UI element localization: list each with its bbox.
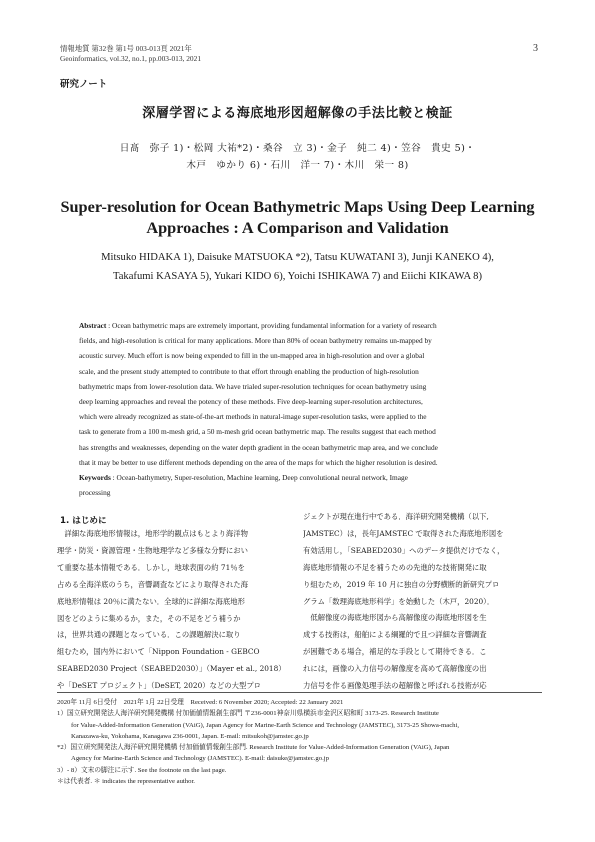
footnote-1: 1）国立研究開発法人海洋研究開発機構 付加価値情報創生部門 〒236-0001神奈川県横浜市金沢区昭和町 3173-25. Research Institute [57, 710, 439, 718]
journal-citation-jp: 情報地質 第32巻 第1号 003-013頁 2021年 [60, 44, 192, 53]
body-right-column [303, 509, 538, 695]
abstract-line: that it may be better to use different methods depending on the area of the maps for which the higher resolution is desired. [79, 457, 438, 467]
body-line: 底地形情報は 20％に満たない．全球的に詳細な海底地形 [57, 596, 245, 606]
footnote-1-continued: for Value-Added-Information Generation (VAiG), Japan Agency for Marine-Earth Science and Technology (JAMSTEC), 3173-25 Showa-machi, [71, 721, 460, 729]
body-line: 海底地形情報の不足を補うための先進的な技術開発に取 [303, 562, 487, 572]
abstract-line: which were already recognized as state-of-the-art methods in natural-image super-resolution tasks, were applied to the [79, 412, 427, 422]
footnote-representative: ＊は代表者. ＊ indicates the representative author. [57, 778, 195, 786]
keywords-text: : Ocean-bathymetry, Super-resolution, Machine learning, Deep convolutional neural network, Image [112, 473, 408, 483]
abstract-line: scale, and the present study attempted to contribute to that effort through enabling the production of high-resolution [79, 366, 419, 376]
body-line: 占める全海洋底のうち，音響調査などにより取得された海 [57, 579, 248, 589]
english-authors-line-1: Mitsuko HIDAKA 1), Daisuke MATSUOKA *2), Tatsu KUWATANI 3), Junji KANEKO 4), [101, 252, 494, 263]
page-number: 3 [533, 43, 538, 54]
footnote-1-continued: Kanazawa-ku, Yokohama, Kanagawa 236-0001, Japan. E-mail: mitsukoh@jamstec.go.jp [71, 732, 309, 740]
footnote-3-8: 3）- 8）文末の脚注に示す. See the footnote on the last page. [57, 766, 227, 774]
abstract-line: has strengths and weaknesses, depending on the water depth gradient in the ocean bathymetric map area, and we conclude [79, 442, 438, 452]
footnotes [57, 697, 547, 787]
body-line: JAMSTEC）は，長年JAMSTEC で取得された海底地形図を [303, 528, 504, 538]
journal-citation [60, 44, 201, 63]
footnote-2-continued: Agency for Marine-Earth Science and Technology (JAMSTEC). E-mail: daisuke@jamstec.go.jp [71, 755, 329, 763]
abstract-line: task to generate from a 100 m-mesh grid, a 50 m-mesh grid ocean bathymetric map. The results suggest that each method [79, 427, 436, 437]
abstract-label: Abstract [79, 321, 107, 330]
english-title-line-2: Approaches : A Comparison and Validation [146, 218, 449, 237]
body-line: 理学・防災・資源管理・生物地理学など多様な分野におい [57, 545, 248, 555]
keywords-continued: processing [79, 488, 111, 498]
body-line: は，世界共通の課題となっている．この課題解決に取り [57, 630, 241, 640]
received-dates: 2020年 11月 6日受付 2021年 1月 22日受理 Received: 6 November 2020; Accepted: 22 January 2021 [57, 699, 344, 706]
body-line: 低解像度の海底地形図から高解像度の海底地形図を生 [303, 613, 487, 623]
abstract-line: acoustic survey. Much effort is now being expended to fill in the un-mapped area in high-resolution and over a global [79, 351, 425, 361]
english-title-line-1: Super-resolution for Ocean Bathymetric Maps Using Deep Learning [60, 197, 535, 216]
body-left-column [57, 526, 291, 695]
abstract-line: fields, and high-resolution is critical for many applications. More than 80% of ocean bathymetry remains un-mapped by [79, 336, 432, 346]
footnote-2: *2）国立研究開発法人海洋研究開発機構 付加価値情報創生部門. Research Institute for Value-Added-Information Generation (VAiG), Japan [57, 744, 450, 752]
body-line: SEABED2030 Project（SEABED2030）」（Mayer et al., 2018） [57, 664, 286, 674]
section-heading-introduction: 1. はじめに [60, 516, 107, 526]
body-line: て重要な基本情報である．しかし，地球表面の約 71％を [57, 562, 245, 572]
body-line: り組むため，2019 年 10 月に独自の分野横断的新研究プロ [303, 579, 500, 589]
body-line: ジェクトが現在進行中である．海洋研究開発機構（以下, [303, 512, 489, 521]
japanese-title: 深層学習による海底地形図超解像の手法比較と検証 [142, 106, 453, 121]
abstract [79, 318, 519, 500]
section-label: 研究ノート [60, 79, 108, 90]
body-line: 有効活用し，「SEABED2030」へのデータ提供だけでなく， [303, 545, 505, 555]
abstract-line: bathymetric maps from lower-resolution data. We have trialed super-resolution techniques for ocean bathymetry using [79, 381, 427, 391]
abstract-line: deep learning approaches and reveal the potency of these methods. Five deep-learning super-resolution architectures, [79, 397, 423, 407]
body-line: グラム「数理海底地形科学」を始動した（木戸，2020）． [303, 596, 495, 606]
japanese-authors-line-1: 日髙 弥子 1)・松岡 大祐*2)・桑谷 立 3)・金子 純二 4)・笠谷 貴史 5)・ [119, 143, 476, 154]
keywords [79, 470, 519, 485]
journal-citation-en: Geoinformatics, vol.32, no.1, pp.003-013, 2021 [60, 53, 202, 63]
keywords-label: Keywords [79, 473, 111, 483]
body-line: 詳細な海底地形情報は，地形学的観点はもとより海洋物 [57, 529, 248, 538]
body-line: や「DeSET プロジェクト」（DeSET, 2020）などの大型プロ [57, 681, 262, 691]
japanese-authors-line-2: 木戸 ゆかり 6)・石川 洋一 7)・木川 栄一 8) [186, 160, 409, 171]
body-line: れには，画像の入力信号の解像度を高めて高解像度の出 [303, 664, 487, 674]
body-line: 成する技術は，船舶による綱羅的で且つ詳細な音響調査 [303, 630, 487, 640]
body-line: 図をどのように集めるか，また，その不足をどう補うか [57, 613, 241, 623]
body-line: 力信号を作る画像処理手法の超解像と呼ばれる技術が応 [303, 681, 487, 691]
footnote-divider [57, 692, 542, 693]
body-line: 組むため，国内外において「Nippon Foundation - GEBCO [57, 647, 260, 657]
english-authors-line-2: Takafumi KASAYA 5), Yukari KIDO 6), Yoichi ISHIKAWA 7) and Eiichi KIKAWA 8) [113, 271, 482, 282]
abstract-line: : Ocean bathymetric maps are extremely important, providing fundamental information for a variety of research [108, 321, 437, 330]
body-line: が困難である場合，補足的な手段として期待できる．こ [303, 647, 487, 657]
